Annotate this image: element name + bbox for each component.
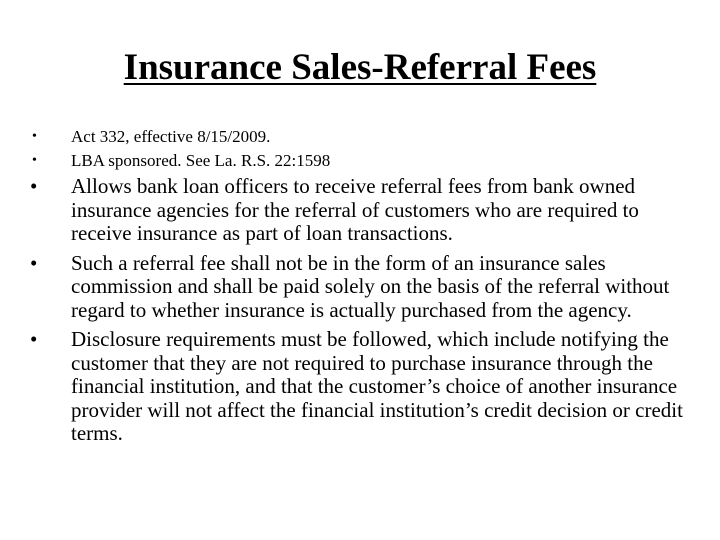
bullet-text: Allows bank loan officers to receive referral fees from bank owned insurance agencies for the referral of customers who are required to receive insurance as part of loan transactions.	[71, 174, 639, 245]
bullet-text: Such a referral fee shall not be in the form of an insurance sales commission and shall be paid solely on the basis of the referral without regard to whether insurance is actually purchased from the agency.	[71, 250, 670, 322]
bullet-item	[30, 126, 690, 148]
bullet-list	[30, 126, 690, 446]
bullet-marker: •	[32, 153, 37, 168]
bullet-item	[30, 252, 690, 323]
bullet-item	[30, 150, 690, 172]
bullet-item	[30, 328, 690, 446]
bullet-text: Act 332, effective 8/15/2009.	[71, 127, 271, 146]
bullet-marker: •	[30, 327, 38, 351]
bullet-marker: •	[30, 174, 38, 198]
bullet-text: LBA sponsored. See La. R.S. 22:1598	[71, 151, 331, 170]
bullet-marker: •	[32, 129, 37, 144]
bullet-marker: •	[30, 250, 38, 275]
bullet-text: Disclosure requirements must be followed, which include notifying the customer that they are not required to purchase insurance through the financial institution, and that the customer’s choice of another insurance provider will not affect the financial institution’s credit decision or credit terms.	[71, 327, 683, 445]
bullet-item	[30, 175, 690, 246]
slide-title: Insurance Sales-Referral Fees	[123, 47, 597, 88]
